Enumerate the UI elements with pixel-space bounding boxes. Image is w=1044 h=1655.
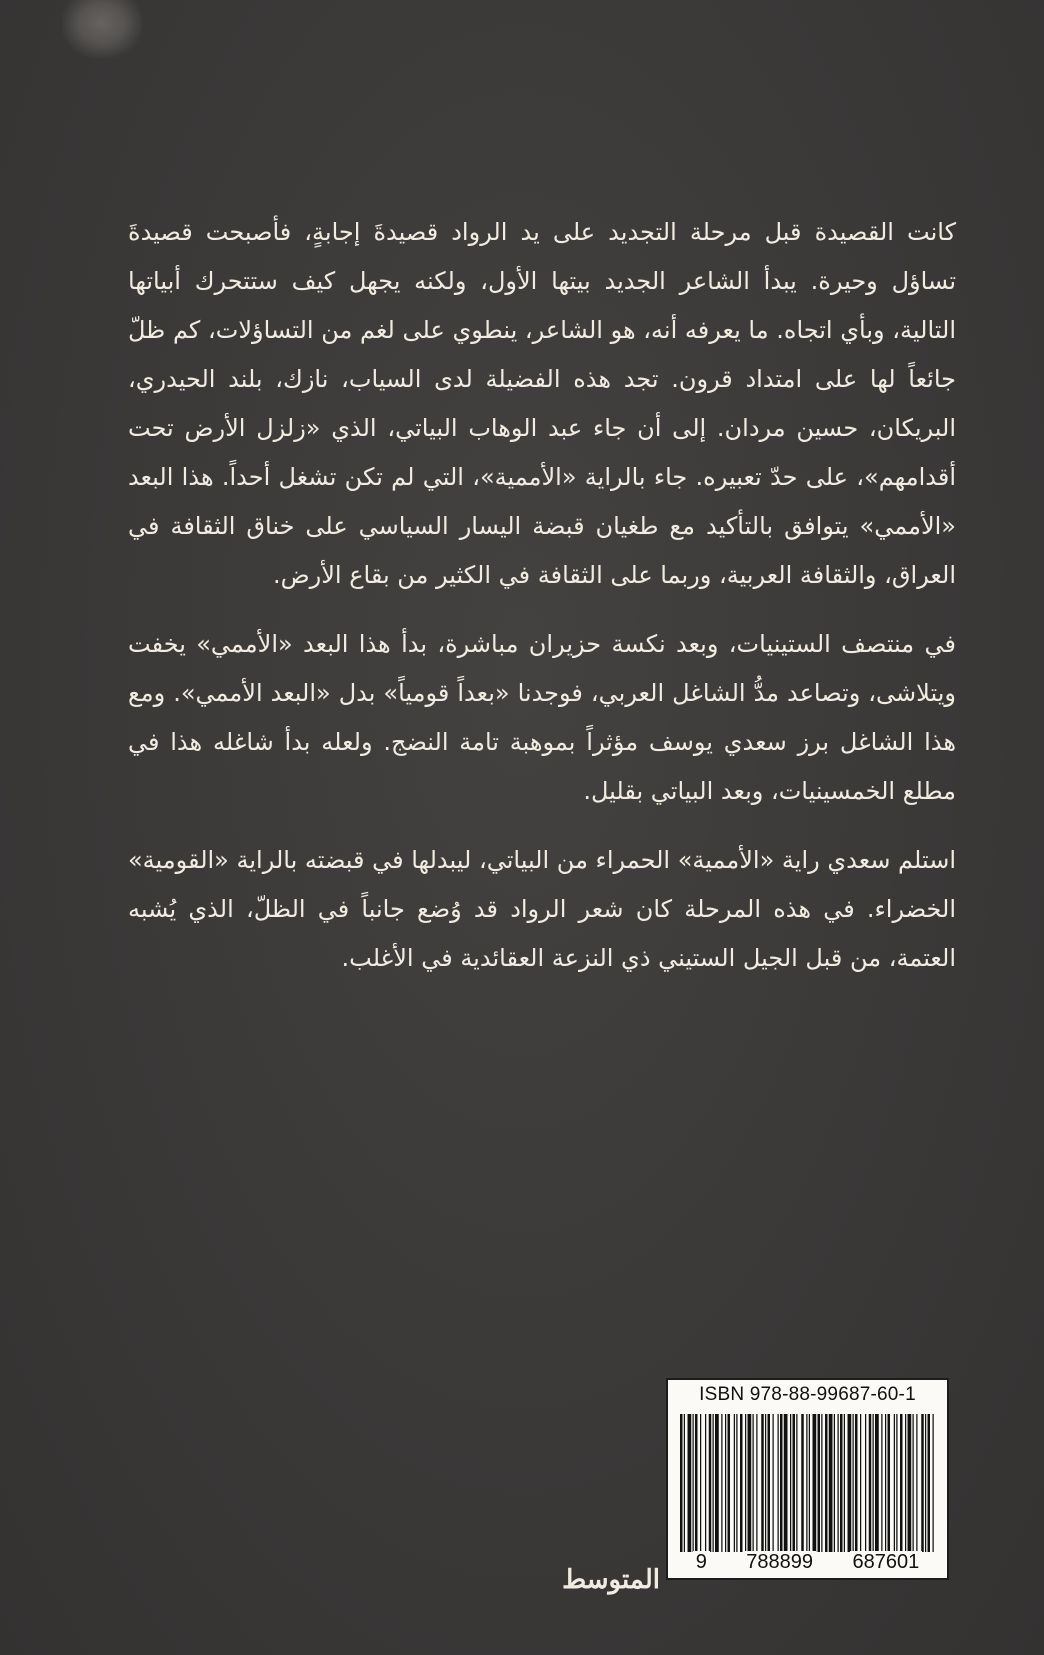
barcode-bar bbox=[806, 1414, 807, 1552]
barcode-bar bbox=[916, 1414, 917, 1552]
barcode-bar bbox=[780, 1414, 783, 1552]
barcode-bar bbox=[869, 1414, 872, 1552]
barcode-bar bbox=[790, 1414, 791, 1552]
barcode-bar bbox=[796, 1414, 797, 1552]
barcode-bar bbox=[853, 1414, 854, 1552]
barcode-bars bbox=[674, 1414, 942, 1552]
barcode-bar bbox=[740, 1414, 743, 1552]
barcode-bar bbox=[821, 1414, 822, 1552]
barcode-bar bbox=[778, 1414, 779, 1552]
barcode-bar bbox=[818, 1414, 821, 1552]
barcode-bar bbox=[761, 1414, 764, 1552]
barcode-bar bbox=[885, 1414, 886, 1552]
barcode-bar bbox=[768, 1414, 771, 1552]
barcode-bar bbox=[894, 1414, 895, 1552]
barcode-digits-left: 788899 bbox=[743, 1551, 816, 1574]
barcode-digits-right: 687601 bbox=[850, 1551, 923, 1574]
barcode-bar bbox=[684, 1414, 685, 1552]
blurb-text bbox=[128, 208, 956, 1003]
barcode-bar bbox=[860, 1414, 861, 1552]
barcode-bar bbox=[875, 1414, 879, 1552]
barcode-bar bbox=[825, 1414, 828, 1552]
barcode-bar bbox=[896, 1414, 897, 1552]
barcode-bar bbox=[745, 1414, 746, 1552]
blurb-paragraph-1: كانت القصيدة قبل مرحلة التجديد على يد الرواد قصيدةَ إجابةٍ، فأصبحت قصيدةَ تساؤل وحيرة. يبدأ الشاعر الجديد بيتها الأول، ولكنه يجهل كيف ستتحرك أبياتها التالية، وبأي اتجاه. ما يعرفه أنه، هو الشاعر، ينطوي على لغم من التساؤلات، كم ظلّ جائعاً لها على امتداد قرون. تجد هذه الفضيلة لدى السياب، نازك، بلند الحيدري، البريكان، حسين مردان. إلى أن جاء عبد الوهاب البياتي، الذي «زلزل الأرض تحت أقدامهم»، على حدّ تعبيره. جاء بالراية «الأممية»، التي لم تكن تشغل أحداً. هذا البعد «الأممي» يتوافق بالتأكيد مع طغيان قبضة اليسار السياسي على خناق الثقافة في العراق، والثقافة العربية، وربما على الثقافة في الكثير من بقاع الأرض. bbox=[128, 218, 956, 589]
barcode-bar bbox=[713, 1414, 714, 1552]
barcode-bar bbox=[829, 1414, 833, 1552]
barcode-bar bbox=[736, 1414, 737, 1552]
barcode-bar bbox=[905, 1414, 906, 1552]
barcode-bar bbox=[925, 1414, 926, 1552]
barcode-bar bbox=[813, 1414, 817, 1552]
cover-scuff-mark bbox=[62, 0, 142, 58]
barcode-bar bbox=[753, 1414, 754, 1552]
barcode-bar bbox=[700, 1414, 701, 1552]
barcode-bar bbox=[855, 1414, 858, 1552]
barcode-bar bbox=[705, 1414, 706, 1552]
blurb-paragraph-2: في منتصف الستينيات، وبعد نكسة حزيران مباشرة، بدأ هذا البعد «الأممي» يخفت ويتلاشى، وتصاعد مدُّ الشاغل العربي، فوجدنا «بعداً قومياً» بدل «البعد الأممي». ومع هذا الشاغل برز سعدي يوسف مؤثراً بموهبة تامة النضج. ولعله بدأ شاغله هذا في مطلع الخمسينيات، وبعد البياتي بقليل. bbox=[128, 630, 956, 805]
barcode-bar bbox=[838, 1414, 839, 1552]
barcode-bar bbox=[709, 1414, 712, 1552]
barcode-bar bbox=[773, 1414, 774, 1552]
isbn-label: ISBN 978-88-99687-60-1 bbox=[699, 1384, 916, 1405]
publisher-logo: المتوسط bbox=[562, 1565, 660, 1595]
barcode-bar bbox=[728, 1414, 731, 1552]
barcode-bar bbox=[756, 1414, 757, 1552]
barcode-bar bbox=[900, 1414, 903, 1552]
barcode-bar bbox=[881, 1414, 882, 1552]
barcode-bar bbox=[865, 1414, 866, 1552]
barcode-bar bbox=[765, 1414, 766, 1552]
barcode-bar bbox=[933, 1414, 934, 1552]
barcode-bar bbox=[801, 1414, 804, 1552]
barcode-bar bbox=[848, 1414, 852, 1552]
barcode-bar bbox=[793, 1414, 796, 1552]
barcode-bar bbox=[908, 1414, 912, 1552]
barcode-bar bbox=[715, 1414, 719, 1552]
barcode-bar bbox=[873, 1414, 874, 1552]
barcode-bar bbox=[834, 1414, 835, 1552]
barcode-bar bbox=[695, 1414, 698, 1552]
barcode-bar bbox=[688, 1414, 692, 1552]
barcode-bar bbox=[809, 1414, 810, 1552]
barcode-bar bbox=[913, 1414, 914, 1552]
barcode-bar bbox=[693, 1414, 694, 1552]
barcode-digits bbox=[668, 1551, 947, 1574]
barcode-bar bbox=[888, 1414, 891, 1552]
barcode-bar bbox=[680, 1414, 683, 1552]
barcode-bar bbox=[840, 1414, 843, 1552]
barcode-bar bbox=[725, 1414, 726, 1552]
blurb-paragraph-3: استلم سعدي راية «الأممية» الحمراء من البياتي، ليبدلها في قبضته بالراية «القومية» الخضراء. في هذه المرحلة كان شعر الرواد قد وُضع جانباً في الظلّ، الذي يُشبه العتمة، من قبل الجيل الستيني ذي النزعة العقائدية في الأغلب. bbox=[128, 846, 956, 972]
isbn-barcode bbox=[666, 1378, 949, 1580]
barcode-bar bbox=[748, 1414, 752, 1552]
barcode-digit-first: 9 bbox=[693, 1551, 710, 1574]
barcode-bar bbox=[784, 1414, 788, 1552]
barcode-bar bbox=[734, 1414, 735, 1552]
barcode-bar bbox=[928, 1414, 931, 1552]
barcode-bar bbox=[721, 1414, 722, 1552]
barcode-bar bbox=[844, 1414, 845, 1552]
barcode-bar bbox=[921, 1414, 924, 1552]
